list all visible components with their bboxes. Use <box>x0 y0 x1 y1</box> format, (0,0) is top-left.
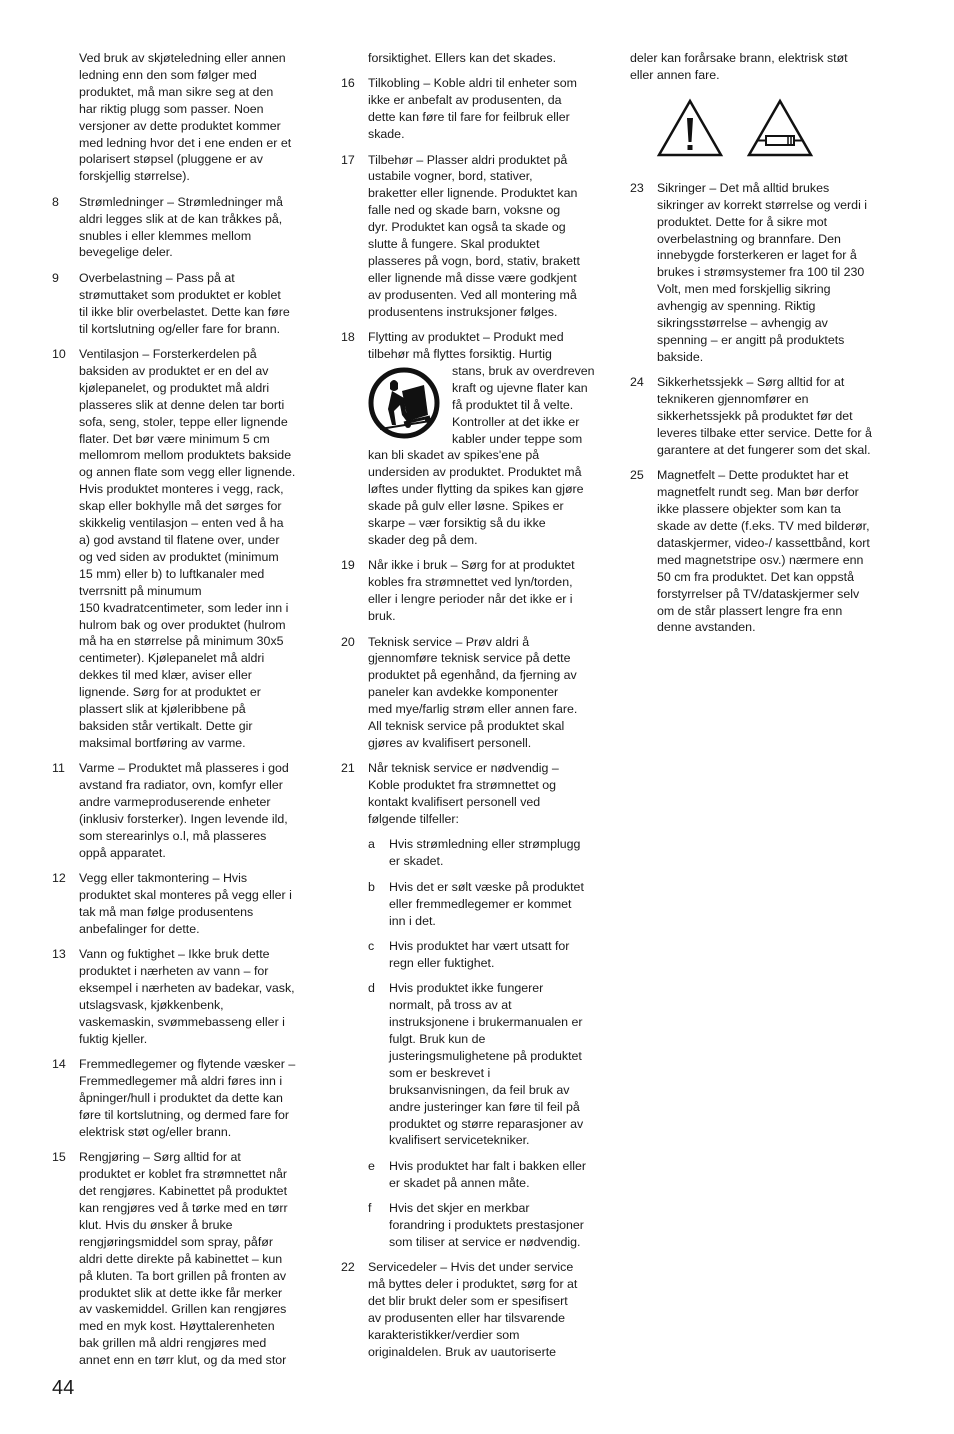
sub-item: c Hvis produktet har vært utsatt for regn eller fuktighet. <box>368 939 570 970</box>
intro-paragraph: Ved bruk av skjøteledning eller annen ledning enn den som følger med produktet, må man sikre seg at den har riktig plugg som passer. Noen versjoner av dette produktet kommer med ledning hvor det i ene enden er et polarisert støpsel (pluggene er av forskjellig størrelse). <box>79 51 292 184</box>
list-item: 25 Magnetfelt – Dette produktet har et magnetfelt rundt seg. Man bør derfor ikke plassere objekter som kan ta skade av dette (f.eks. TV med bilderør, dataskjermer, video-/ kassettbånd, kort med magnetstripe osv.) nærmere enn 50 cm fra produktet. Det kan oppstå forstyrrelser på TV/dataskjermer selv om de står plassert lengre fra enn denne avstanden. <box>630 468 870 635</box>
list-item: 22 Servicedeler – Hvis det under service må byttes deler i produktet, sørg for at det blir brukt deler som er spesifisert av produsenten eller har tilsvarende karakteristikker/verdier som originaldelen. Bruk av uautoriserte <box>341 1260 578 1359</box>
list-item: 8 Strømledninger – Strømledninger må aldri legges slik at de kan tråkkes på, snubles i eller klemmes mellom bevegelige deler. <box>52 194 283 260</box>
exclamation-warning-icon <box>656 98 724 158</box>
list-item: 23 Sikringer – Det må alltid brukes sikringer av korrekt størrelse og verdi i produktet. Dette for å sikre mot overbelastning og brannfare. Den innebygde forsterkeren er laget for å brukes i strømsystemer fra 100 til 230 Volt, men med forskjellig sikring avhengig av spenning. Riktig sikringsstørrelse – avhengig av spenning – er angitt på produktets bakside. <box>630 180 868 364</box>
list-item: 13 Vann og fuktighet – Ikke bruk dette produktet i nærheten av vann – for eksempel i nærheten av badekar, vask, utslagsvask, kjøkkenbenk, vaskemaskin, svømmebasseng eller i fuktig kjeller. <box>52 947 295 1046</box>
list-item: 14 Fremmedlegemer og flytende væsker – Fremmedlegemer må aldri føres inn i åpninger/hull i produktet da dette kan føre til kortslutning, og dermed fare for elektrisk støt og/eller brann. <box>52 1057 296 1139</box>
column-left <box>52 50 322 1378</box>
list-item: 24 Sikkerhetssjekk – Sørg alltid for at teknikeren gjennomfører en sikkerhetssjekk på produktet før det leveres tilbake etter service. Dette for å garantere at det fungerer som det skal. <box>630 375 872 457</box>
list-item: 17 Tilbehør – Plasser aldri produktet på ustabile vogner, bord, stativer, braketter eller lignende. Produktet kan falle ned og skade barn, voksne og dyr. Produktet kan også ta skade og slutte å fungere. Skal produktet plasseres på vogn, bord, stativ, brakett eller lignende må disse være godkjent av produsenten. Ved all montering må produsentens instruksjoner følges. <box>341 152 580 319</box>
list-item: 10 Ventilasjon – Forsterkerdelen på baksiden av produktet er en del av kjølepanelet, og produktet må aldri plasseres slik at denne delen tar borti sofa, seng, stoler, teppe eller lignende flater. Det bør være minimum 5 cm mellomrom mellom produktets bakside og annen flate som vegg eller lignende. Hvis produktet monteres i vegg, rack, skap eller bokhylle må det sørges for skikkelig ventilasjon – enten ved å ha a) god avstand til flatene over, under og ved siden av produktet (minimum 15 mm) eller b) to luftkanaler med tverrsnitt på minumum 150 kvadratcentimeter, som leder inn i hulrom bak og over produktet (hulrom må ha en størrelse på minimum 30x5 centimeter). Kjølepanelet må aldri dekkes til med klær, aviser eller lignende. Sørg for at produktet er plassert slik at kjøleribbene på baksiden står vertikalt. Dette gir maksimal bortføring av varme. <box>52 347 296 750</box>
sub-item: f Hvis det skjer en merkbar forandring i produktets prestasjoner som tiliser at service er nødvendig. <box>368 1201 584 1249</box>
list-item: 19 Når ikke i bruk – Sørg for at produktet kobles fra strømnettet ved lyn/torden, eller i lengre perioder når det ikke er i bruk. <box>341 558 575 624</box>
list-item: 21 Når teknisk service er nødvendig – Koble produktet fra strømnettet og kontakt kvalifisert personell ved følgende tilfeller: <box>341 761 559 827</box>
sub-item: b Hvis det er sølt væske på produktet eller fremmedlegemer er kommet inn i det. <box>368 879 584 928</box>
list-item: 11 Varme – Produktet må plasseres i god avstand fra radiator, ovn, komfyr eller andre varmeproduserende enheter (inklusiv forsterker). Ingen levende ild, som sterearinlys o.l, må plasseres oppå apparatet. <box>52 761 289 860</box>
continued-paragraph: forsiktighet. Ellers kan det skades. <box>368 51 557 65</box>
list-item: 12 Vegg eller takmontering – Hvis produktet skal monteres på vegg eller i tak må man følge produsentens anbefalinger for dette. <box>52 871 292 936</box>
sub-item: a Hvis strømledning eller strømplugg er skadet. <box>368 837 581 869</box>
warning-symbols <box>656 98 904 158</box>
continued-paragraph: deler kan forårsake brann, elektrisk støt eller annen fare. <box>630 51 848 82</box>
list-item: 16 Tilkobling – Koble aldri til enheter som ikke er anbefalt av produsenten, da dette kan føre til fare for feilbruk eller skade. <box>341 76 577 142</box>
fuse-warning-icon <box>746 98 814 158</box>
list-item: 9 Overbelastning – Pass på at strømuttaket som produktet er koblet til ikke blir overbelastet. Dette kan føre til kortslutning og/eller fare for brann. <box>52 270 290 336</box>
list-item: 15 Rengjøring – Sørg alltid for at produktet er koblet fra strømnettet når det rengjøres. Kabinettet på produktet kan rengjøres ved å tørke med en tørr klut. Hvis du ønsker å bruke rengjøringsmiddel som spray, påfør aldri dette direkte på kabinettet – kun på kluten. Ta bort grillen på fronten av produktet slik at dette ikke får merker av vaskemiddel. Grillen kan rengjøres med en myk kost. Høyttalerenheten bak grillen må aldri rengjøres med annet enn en tørr klut, og da med stor <box>52 1150 288 1368</box>
sub-item: e Hvis produktet har falt i bakken eller er skadet på annen måte. <box>368 1158 586 1190</box>
list-item-moving-product: 18 Flytting av produktet – Produkt med tilbehør må flyttes forsiktig. Hurtig stans, bruk av overdreven kraft og ujevne flater kan få produktet til å velte. Kontroller at det ikke er kabler under teppe som kan bli skadet av spikes'ene på undersiden av produktet. Produktet må løftes under flytting da spikes kan gjøre skade på gulv eller løsne. Spikes er skarpe – vær forsiktig så du ikke skader deg på dem. <box>341 330 595 547</box>
cart-tipover-warning-icon <box>368 365 446 441</box>
column-middle <box>341 50 613 1369</box>
list-item: 20 Teknisk service – Prøv aldri å gjennomføre teknisk service på dette produktet på egenhånd, da fjerning av paneler kan avdekke komponenter med mye/farlig strøm eller annen fare. All teknisk service på produktet skal gjøres av kvalifisert personell. <box>341 634 578 750</box>
page-number: 44 <box>52 1377 75 1399</box>
column-right <box>630 50 904 645</box>
sub-item: d Hvis produktet ikke fungerer normalt, på tross av at instruksjonene i brukermanualen er fulgt. Bruk kun de justeringsmulighetene på produktet som er beskrevet i bruksanvisningen, da feil bruk av andre justeringer kan føre til feil på produktet og større reparasjoner av kvalifisert servicetekniker. <box>368 981 584 1148</box>
